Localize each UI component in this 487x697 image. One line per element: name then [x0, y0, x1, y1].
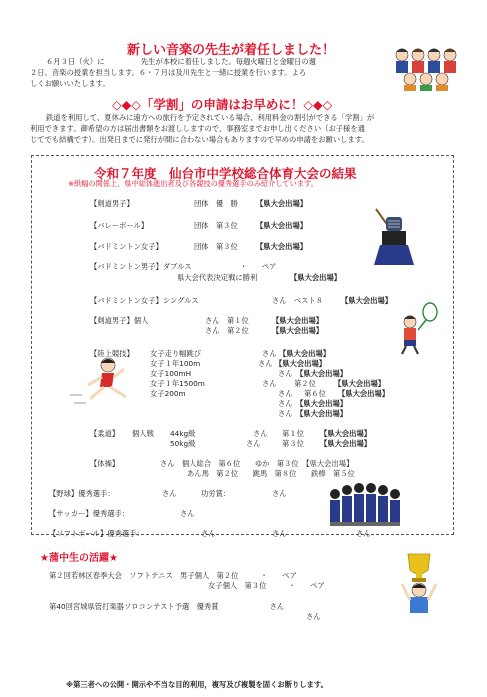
- row-badminton-singles-tag: 【県大会出場】: [341, 296, 393, 305]
- music-teacher-title: 新しい音楽の先生が着任しました！: [127, 43, 336, 58]
- results-title: 令和７年度 仙台市中学校総合体育大会の結果: [94, 166, 357, 181]
- row-badminton-singles-result: さん ベスト８: [272, 296, 324, 305]
- row-badminton-boys-note: 県大会代表決定戦に勝利: [177, 273, 258, 282]
- row-kendo-indiv-result1: さん 第１位: [205, 316, 249, 325]
- team-huddle-illustration: [326, 478, 408, 528]
- music-teacher-line2: ２日、音楽の授業を担当します。６・７月は及川先生と一緒に授業を行います。よろ: [30, 68, 307, 77]
- track-tag-2: 【県大会出場】: [275, 359, 327, 368]
- trophy-illustration: [390, 550, 448, 618]
- track-tag-5: 【県大会出場】: [338, 389, 390, 398]
- kendo-illustration: [368, 205, 418, 267]
- track-rank-4: 第２位: [294, 379, 316, 388]
- row-kendo-indiv-tag2: 【県大会出場】: [272, 326, 324, 335]
- judo-class-2: 50kg級: [170, 439, 196, 448]
- row-kendo-indiv-tag1: 【県大会出場】: [272, 316, 324, 325]
- row-badminton-girls-result: 団体 第３位: [194, 242, 238, 251]
- track-tag-7: 【県大会出場】: [296, 409, 348, 418]
- row-badminton-girls-tag: 【県大会出場】: [256, 242, 308, 251]
- row-kendo-boys-label: 【剣道男子】: [90, 199, 134, 208]
- row-volleyball-result: 団体 第３位: [194, 221, 238, 230]
- judo-rank-2: 第３位: [282, 439, 304, 448]
- results-subtitle: ※紙幅の関係上、県中総体進出者及び各競技の優秀選手のみ紹介しています。: [68, 179, 318, 188]
- track-event-2: 女子１年100m: [150, 359, 201, 368]
- katsuyaku-line4: さん: [306, 612, 321, 621]
- track-who-4: さん: [262, 379, 277, 388]
- baseball-player: さん: [162, 489, 177, 498]
- row-kendo-indiv-result2: さん 第２位: [205, 326, 249, 335]
- gym-line2: あん馬 第２位 跳馬 第８位 鉄棒 第５位: [187, 469, 355, 478]
- music-teacher-line3: しくお願いいたします。: [30, 79, 110, 88]
- track-who-2: さん: [258, 359, 273, 368]
- row-badminton-boys-pair: ・ ペア: [240, 262, 277, 271]
- track-tag-1: 【県大会出場】: [279, 349, 331, 358]
- track-who-6: さん: [278, 399, 293, 408]
- track-who-1: さん: [262, 349, 277, 358]
- judo-kind: 個人戦: [132, 429, 154, 438]
- track-label: 【陸上競技】: [90, 349, 134, 358]
- runner-illustration: [68, 355, 140, 410]
- softball-label: 【ソフトボール】優秀選手：: [49, 529, 144, 538]
- gakuwari-line2: 利用できます。御希望の方は届出書類をお渡ししますので、事務室までお申し出ください（お子様を通: [30, 124, 365, 133]
- music-teacher-line1: ６月３日（火）に 先生が本校に着任しました。毎週火曜日と金曜日の週: [46, 57, 316, 66]
- row-volleyball-label: 【バレーボール】: [90, 221, 149, 230]
- softball-player-1: さん: [201, 529, 216, 538]
- track-tag-4: 【県大会出場】: [334, 379, 386, 388]
- row-kendo-indiv-label: 【剣道男子】個人: [90, 316, 149, 325]
- katsuyaku-line2: 女子個人 第３位 ・ ペア: [208, 581, 325, 590]
- track-who-3: さん: [278, 369, 293, 378]
- katsuyaku-line3: 第40回宮城県管打楽器ソロコンテスト予選 優秀賞 さん: [49, 602, 285, 611]
- track-event-4: 女子１年1500m: [150, 379, 205, 388]
- track-who-5: さん: [278, 389, 293, 398]
- judo-label: 【柔道】: [90, 429, 120, 438]
- row-badminton-girls-label: 【バドミントン女子】: [90, 242, 163, 251]
- row-badminton-boys-tag: 【県大会出場】: [290, 273, 342, 282]
- baseball-label: 【野球】優秀選手：: [49, 489, 115, 498]
- track-tag-6: 【県大会出場】: [296, 399, 348, 408]
- soccer-player: さん: [180, 509, 195, 518]
- judo-who-1: さん: [253, 429, 268, 438]
- row-kendo-boys-result: 団体 優 勝: [194, 199, 238, 208]
- katsuyaku-title: ★蒲中生の活躍★: [40, 553, 118, 564]
- judo-tag-1: 【県大会出場】: [320, 429, 372, 438]
- track-event-1: 女子走り幅跳び: [150, 349, 202, 358]
- gym-line1: さん 個人総合 第６位 ゆか 第３位 【県大会出場】: [160, 459, 354, 468]
- gakuwari-title: ◇◆◇「学割」の申請はお早めに！◇◆◇: [112, 97, 333, 112]
- baseball-award-label: 功労賞：: [201, 489, 231, 498]
- softball-player-2: さん: [272, 529, 287, 538]
- row-badminton-boys-label: 【バドミントン男子】ダブルス: [90, 262, 192, 271]
- judo-tag-2: 【県大会出場】: [320, 439, 372, 448]
- judo-who-2: さん: [246, 439, 261, 448]
- gakuwari-line1: 鉄道を利用して、夏休みに遠方への旅行を予定されている場合、利用料金の割引ができる「学割」が: [46, 113, 375, 122]
- row-volleyball-tag: 【県大会出場】: [256, 221, 308, 230]
- row-badminton-singles-label: 【バドミントン女子】シングルス: [90, 296, 199, 305]
- judo-rank-1: 第１位: [282, 429, 304, 438]
- judo-class-1: 44kg級: [170, 429, 196, 438]
- row-kendo-boys-tag: 【県大会出場】: [256, 199, 308, 208]
- choir-illustration: [392, 43, 462, 91]
- gym-label: 【体操】: [90, 459, 120, 468]
- track-event-3: 女子100mH: [150, 369, 192, 378]
- katsuyaku-line1: 第２回若林区春季大会 ソフトテニス 男子個人 第２位 ・ ペア: [49, 571, 297, 580]
- track-who-7: さん: [278, 409, 293, 418]
- baseball-award-player: さん: [272, 489, 287, 498]
- badminton-illustration: [392, 302, 442, 356]
- track-tag-3: 【県大会出場】: [296, 369, 348, 378]
- gakuwari-line3: じてでも結構です）。出発日までに発行が間に合わない場合もありますので早めの申請をお願いします。: [30, 135, 369, 144]
- track-event-5: 女子200m: [150, 389, 186, 398]
- footer-notice: ※第三者への公開・開示や不当な目的利用，複写及び複製を固くお断りします。: [66, 680, 328, 689]
- softball-player-3: さん: [356, 529, 371, 538]
- soccer-label: 【サッカー】優秀選手：: [49, 509, 130, 518]
- track-rank-5: 第６位: [304, 389, 326, 398]
